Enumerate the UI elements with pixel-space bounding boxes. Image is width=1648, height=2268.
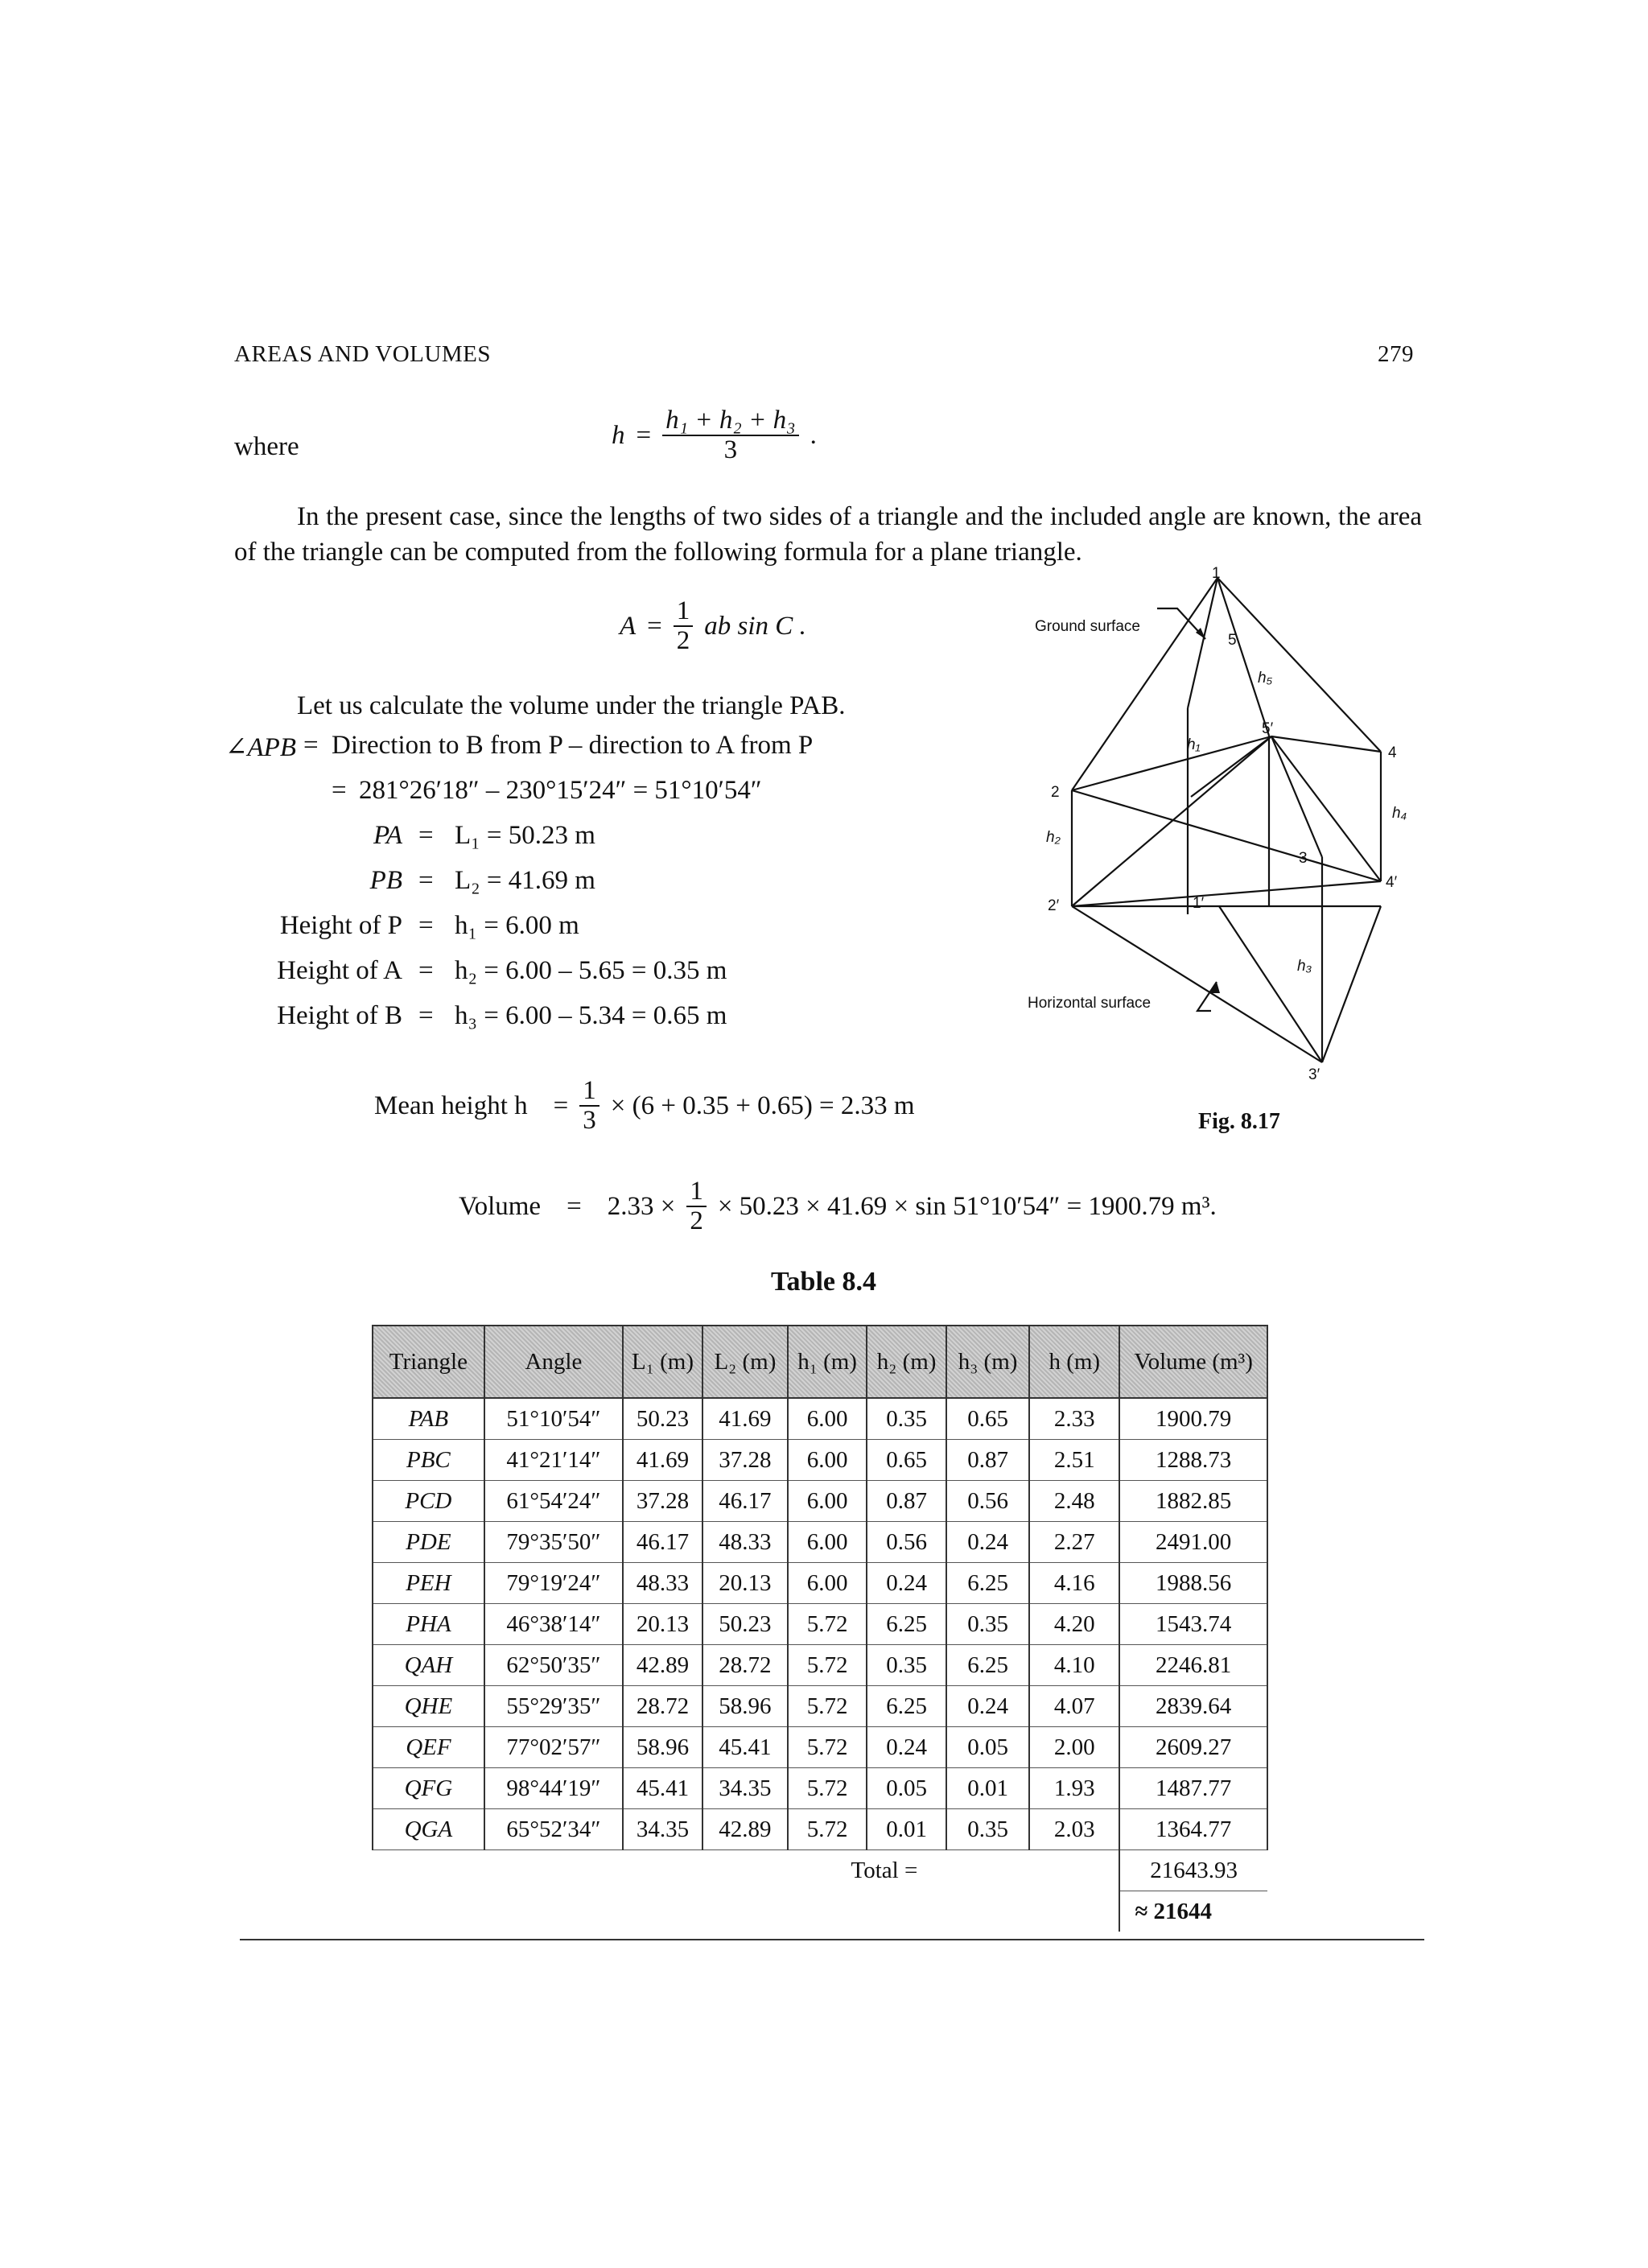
figure-edge: [1188, 578, 1217, 708]
table-cell: 1364.77: [1119, 1809, 1267, 1850]
area-formula-rhs: ab sin C .: [704, 611, 806, 641]
table-cell: 5.72: [788, 1727, 867, 1768]
table-cell: 2.00: [1029, 1727, 1119, 1768]
table-header-cell: L₁ (m): [623, 1326, 702, 1398]
figure-edge: [1217, 578, 1381, 752]
table-cell: 65°52′34″: [484, 1809, 623, 1850]
page-number: 279: [1378, 341, 1414, 367]
table-row: [373, 1481, 1267, 1522]
mean-height-denominator: 3: [583, 1105, 596, 1135]
table-cell: 0.24: [946, 1522, 1029, 1563]
table-cell: 50.23: [623, 1398, 702, 1440]
table-cell: 1543.74: [1119, 1604, 1267, 1645]
figure-point-label: 2: [1051, 784, 1060, 801]
table-cell: 2491.00: [1119, 1522, 1267, 1563]
figure-point-label: 3′: [1308, 1066, 1320, 1083]
worked-step-eq: =: [303, 731, 319, 760]
worked-step: [0, 956, 885, 1001]
table-cell: 6.25: [946, 1563, 1029, 1604]
table-cell: 5.72: [788, 1768, 867, 1809]
table-cell: 37.28: [623, 1481, 702, 1522]
table-cell: 46°38′14″: [484, 1604, 623, 1645]
table-cell: 2.48: [1029, 1481, 1119, 1522]
worked-step-rhs: 281°26′18″ – 230°15′24″ = 51°10′54″: [359, 776, 762, 805]
table-cell: 0.35: [867, 1398, 946, 1440]
worked-step-eq: =: [418, 821, 434, 850]
h-formula-eq: =: [636, 420, 652, 450]
h-formula-tail: .: [810, 420, 817, 450]
table-cell: 6.00: [788, 1522, 867, 1563]
table-cell: 98°44′19″: [484, 1768, 623, 1809]
table-row: [373, 1686, 1267, 1727]
table-cell: 77°02′57″: [484, 1727, 623, 1768]
intro-paragraph: In the present case, since the lengths of two sides of a triangle and the included angle are known, the area of the triangle can be computed from the following formula for a plane triangle.: [234, 502, 1422, 567]
table-cell: 5.72: [788, 1686, 867, 1727]
table-cell: 0.35: [946, 1604, 1029, 1645]
figure-point-label: 2′: [1048, 897, 1060, 914]
figure-edge: [1322, 906, 1381, 1062]
table-cell: 0.05: [867, 1768, 946, 1809]
where-label: where: [234, 432, 299, 461]
table-cell: 2839.64: [1119, 1686, 1267, 1727]
table-cell: 0.05: [946, 1727, 1029, 1768]
table-cell: 61°54′24″: [484, 1481, 623, 1522]
figure-edge: [1271, 736, 1322, 857]
table-cell: 4.10: [1029, 1645, 1119, 1686]
figure-edge: [1072, 906, 1322, 1062]
figure-edge: [1219, 906, 1322, 1062]
mean-height-numerator: 1: [579, 1077, 599, 1107]
table-cell: 6.00: [788, 1398, 867, 1440]
table-total-value: 21643.93: [1119, 1850, 1267, 1891]
figure-point-label: 1′: [1193, 895, 1205, 912]
table-cell: 51°10′54″: [484, 1398, 623, 1440]
area-formula-denominator: 2: [676, 625, 690, 655]
table-row: [373, 1522, 1267, 1563]
table-cell: 0.24: [867, 1563, 946, 1604]
table-cell: 6.00: [788, 1563, 867, 1604]
table-cell: 0.87: [946, 1440, 1029, 1481]
table-cell: 28.72: [702, 1645, 788, 1686]
table-cell: 0.87: [867, 1481, 946, 1522]
figure-height-label: h₃: [1297, 958, 1312, 975]
table-cell: 4.07: [1029, 1686, 1119, 1727]
table-cell: 6.25: [867, 1604, 946, 1645]
table-cell: 2609.27: [1119, 1727, 1267, 1768]
table-cell: PHA: [373, 1604, 484, 1645]
volume-table: [372, 1325, 1268, 1932]
area-formula-fraction: [674, 597, 694, 654]
table-row: [373, 1809, 1267, 1850]
table-cell: 1288.73: [1119, 1440, 1267, 1481]
figure-edge: [1072, 736, 1271, 790]
table-cell: 50.23: [702, 1604, 788, 1645]
table-cell: 4.16: [1029, 1563, 1119, 1604]
table-cell: 5.72: [788, 1604, 867, 1645]
table-body: [373, 1398, 1267, 1932]
ground-surface-leader: [1157, 608, 1205, 639]
worked-step-eq: =: [418, 866, 434, 895]
table-cell: 6.25: [946, 1645, 1029, 1686]
figure-point-label: 1: [1212, 565, 1221, 582]
table-cell: QEF: [373, 1727, 484, 1768]
volume-numerator: 1: [686, 1177, 707, 1207]
table-cell: 48.33: [702, 1522, 788, 1563]
area-formula-eq: =: [647, 611, 662, 641]
figure-edge: [1072, 578, 1217, 790]
horizontal-surface-label: Horizontal surface: [1028, 995, 1152, 1012]
figure-caption: Fig. 8.17: [1198, 1109, 1280, 1134]
worked-step-rhs: h₁ = 6.00 m: [455, 911, 579, 940]
prismoid-figure: [1014, 563, 1416, 1143]
mean-height-eq: =: [553, 1091, 569, 1120]
mean-height-lhs: Mean height h: [374, 1091, 528, 1120]
figure-edge: [1072, 881, 1381, 906]
table-cell: PAB: [373, 1398, 484, 1440]
table-cell: 0.24: [946, 1686, 1029, 1727]
volume-eq: =: [566, 1191, 582, 1221]
table-cell: 5.72: [788, 1645, 867, 1686]
table-cell: 0.65: [946, 1398, 1029, 1440]
table-cell: 0.35: [867, 1645, 946, 1686]
table-header-cell: L₂ (m): [702, 1326, 788, 1398]
worked-step: [0, 731, 885, 776]
worked-step-rhs: L₂ = 41.69 m: [455, 866, 595, 895]
worked-step-rhs: L₁ = 50.23 m: [455, 821, 595, 850]
table-cell: 0.56: [946, 1481, 1029, 1522]
table-row: [373, 1727, 1267, 1768]
figure-point-label: 5′: [1262, 720, 1274, 737]
bottom-rule: [240, 1939, 1424, 1940]
table-cell: 46.17: [702, 1481, 788, 1522]
worked-steps: [0, 731, 1014, 1069]
worked-step-rhs: h₂ = 6.00 – 5.65 = 0.35 m: [455, 956, 727, 985]
table-cell: 0.24: [867, 1727, 946, 1768]
volume-fraction: [686, 1177, 707, 1235]
figure-edge: [1271, 736, 1381, 881]
h-formula: [612, 406, 817, 464]
volume-lhs: Volume: [459, 1191, 542, 1221]
worked-step-eq: =: [418, 911, 434, 940]
table-cell: QHE: [373, 1686, 484, 1727]
table-cell: 45.41: [623, 1768, 702, 1809]
table-cell: 6.00: [788, 1481, 867, 1522]
table-cell: 58.96: [702, 1686, 788, 1727]
table-cell: 5.72: [788, 1809, 867, 1850]
figure-point-label: 4: [1388, 744, 1397, 761]
table-cell: 45.41: [702, 1727, 788, 1768]
table-cell: 58.96: [623, 1727, 702, 1768]
figure-point-label: 3: [1299, 850, 1308, 867]
table-approx-value: ≈ 21644: [1119, 1891, 1267, 1932]
table-cell: 28.72: [623, 1686, 702, 1727]
h-formula-numerator: h₁ + h₂ + h₃: [662, 406, 798, 436]
table-cell: 1900.79: [1119, 1398, 1267, 1440]
table-cell: 6.00: [788, 1440, 867, 1481]
table-cell: 0.01: [867, 1809, 946, 1850]
h-formula-denominator: 3: [723, 435, 738, 464]
table-cell: PCD: [373, 1481, 484, 1522]
worked-step-rhs: Direction to B from P – direction to A from P: [332, 731, 814, 760]
figure-edge: [1271, 736, 1381, 752]
figure-height-label: h₅: [1258, 670, 1273, 687]
table-cell: QFG: [373, 1768, 484, 1809]
worked-step-eq: =: [332, 776, 347, 805]
worked-step-lhs: Height of A: [277, 956, 402, 985]
table-cell: 2.51: [1029, 1440, 1119, 1481]
figure-edge: [1072, 736, 1271, 906]
worked-step-lhs: PA: [373, 821, 402, 850]
table-cell: 0.65: [867, 1440, 946, 1481]
worked-step-rhs: h₃ = 6.00 – 5.34 = 0.65 m: [455, 1001, 727, 1030]
table-row: [373, 1398, 1267, 1440]
worked-step: [0, 866, 885, 911]
table-cell: 41°21′14″: [484, 1440, 623, 1481]
table-caption: Table 8.4: [771, 1267, 877, 1297]
mean-height-fraction: [579, 1077, 599, 1134]
worked-step-eq: =: [418, 1001, 434, 1030]
table-cell: 2.27: [1029, 1522, 1119, 1563]
table-cell: 42.89: [702, 1809, 788, 1850]
table-cell: PDE: [373, 1522, 484, 1563]
table-row: [373, 1440, 1267, 1481]
h-formula-lhs: h: [612, 420, 625, 450]
figure-height-label: h₂: [1046, 829, 1061, 846]
table-cell: 2246.81: [1119, 1645, 1267, 1686]
figure-height-label: h₄: [1392, 805, 1407, 822]
table-header-cell: Volume (m³): [1119, 1326, 1267, 1398]
table-row: [373, 1604, 1267, 1645]
table-cell: 42.89: [623, 1645, 702, 1686]
table-cell: 1882.85: [1119, 1481, 1267, 1522]
worked-step-lhs: PB: [369, 866, 402, 895]
area-formula-numerator: 1: [674, 597, 694, 627]
area-formula: [620, 597, 806, 654]
table-header-cell: h₃ (m): [946, 1326, 1029, 1398]
table-cell: 34.35: [623, 1809, 702, 1850]
worked-step: [0, 1001, 885, 1046]
volume-denominator: 2: [690, 1206, 703, 1235]
table-approx-row: [373, 1891, 1267, 1932]
table-row: [373, 1768, 1267, 1809]
figure-edge: [1191, 736, 1271, 797]
worked-step-eq: =: [418, 956, 434, 985]
table-cell: PBC: [373, 1440, 484, 1481]
table-cell: 1487.77: [1119, 1768, 1267, 1809]
table-cell: PEH: [373, 1563, 484, 1604]
table-cell: 1988.56: [1119, 1563, 1267, 1604]
table-cell: 79°19′24″: [484, 1563, 623, 1604]
volume-pre: 2.33 ×: [607, 1191, 676, 1221]
table-cell: 48.33: [623, 1563, 702, 1604]
mean-height-formula: [374, 1077, 915, 1134]
worked-step: [0, 911, 885, 956]
table-cell: 34.35: [702, 1768, 788, 1809]
table-cell: 6.25: [867, 1686, 946, 1727]
table-approx-spacer: [373, 1891, 1119, 1932]
table-header-row: [373, 1326, 1267, 1398]
table-row: [373, 1645, 1267, 1686]
table-cell: 20.13: [702, 1563, 788, 1604]
table-cell: 62°50′35″: [484, 1645, 623, 1686]
worked-step: [0, 821, 885, 866]
table-cell: 2.03: [1029, 1809, 1119, 1850]
mean-height-rhs: × (6 + 0.35 + 0.65) = 2.33 m: [610, 1091, 915, 1120]
table-header-cell: h₁ (m): [788, 1326, 867, 1398]
figure-height-label: h₁: [1187, 736, 1201, 753]
ground-surface-label: Ground surface: [1035, 618, 1140, 635]
figure-point-label: 4′: [1386, 874, 1398, 891]
table-cell: 1.93: [1029, 1768, 1119, 1809]
h-formula-fraction: [662, 406, 798, 464]
table-cell: 2.33: [1029, 1398, 1119, 1440]
table-cell: 20.13: [623, 1604, 702, 1645]
area-formula-lhs: A: [620, 611, 637, 641]
table-cell: 41.69: [702, 1398, 788, 1440]
table-cell: 79°35′50″: [484, 1522, 623, 1563]
worked-step-lhs: ∠APB: [225, 733, 296, 762]
worked-step: [0, 776, 885, 821]
table-cell: 46.17: [623, 1522, 702, 1563]
table-header-cell: Angle: [484, 1326, 623, 1398]
table-total-label: Total =: [373, 1850, 1119, 1891]
volume-post: × 50.23 × 41.69 × sin 51°10′54″ = 1900.79 m³.: [717, 1191, 1217, 1221]
figure-edge: [1217, 578, 1269, 736]
table-cell: 37.28: [702, 1440, 788, 1481]
table-header-cell: h₂ (m): [867, 1326, 946, 1398]
triangle-paragraph: Let us calculate the volume under the triangle PAB.: [297, 691, 846, 720]
table-total-row: [373, 1850, 1267, 1891]
running-header: AREAS AND VOLUMES: [234, 341, 491, 367]
worked-step-lhs: Height of P: [279, 911, 402, 940]
table-row: [373, 1563, 1267, 1604]
table-cell: QGA: [373, 1809, 484, 1850]
volume-formula: [459, 1177, 1217, 1235]
table-header-cell: h (m): [1029, 1326, 1119, 1398]
table-cell: QAH: [373, 1645, 484, 1686]
figure-point-label: 5: [1228, 632, 1237, 649]
worked-step-lhs: Height of B: [277, 1001, 402, 1030]
table-cell: 55°29′35″: [484, 1686, 623, 1727]
table-cell: 0.56: [867, 1522, 946, 1563]
table-cell: 41.69: [623, 1440, 702, 1481]
table-cell: 0.35: [946, 1809, 1029, 1850]
table-cell: 4.20: [1029, 1604, 1119, 1645]
table-cell: 0.01: [946, 1768, 1029, 1809]
table-header-cell: Triangle: [373, 1326, 484, 1398]
